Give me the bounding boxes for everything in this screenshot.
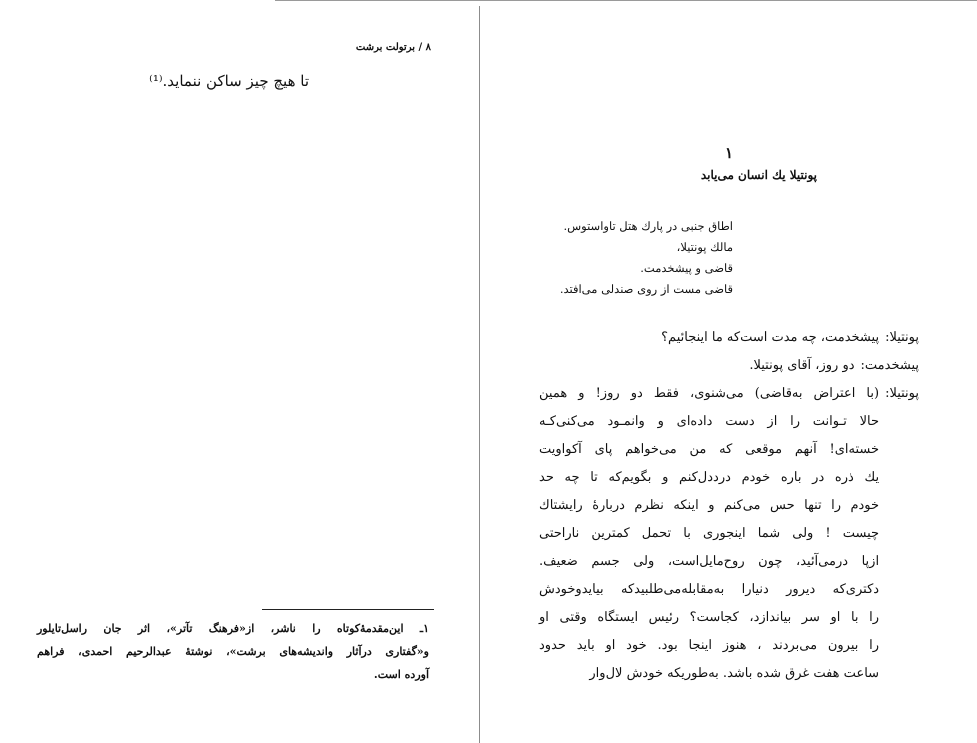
speaker-name: پونتیلا:	[885, 330, 919, 345]
speaker-name: پیشخدمت:	[860, 358, 919, 373]
stage-direction-line: اطاق جنبی در پارك هتل تاواستوس.	[563, 219, 733, 233]
speech-line: خسته‌ای! آنهم موقعی که من می‌خواهم پای آکواویت	[539, 442, 880, 457]
right-page	[488, 6, 977, 743]
speaker-name: پونتیلا:	[885, 386, 919, 401]
running-head: ۸ / برتولت برشت	[355, 42, 431, 53]
speech-line: حالا تـوانت را از دست داده‌ای و وانمـود می‌کنی‌کـه	[539, 414, 880, 429]
scene-number: ۱	[724, 144, 733, 162]
speech-block	[539, 380, 919, 688]
footnote	[37, 617, 429, 686]
footnote-line: و«گفتاری درآثار واندیشه‌های برشت»، نوشتهٔ عبدالرحیم احمدی، فراهم	[37, 645, 429, 658]
speech-line: خودم را تنها حس می‌کنم و اینکه نظرم دربارهٔ رایشتاك	[539, 498, 880, 513]
speech-line: پیشخدمت، چه مدت است‌که ما اینجائیم؟	[661, 330, 880, 345]
speech-line: را بیرون می‌بردند ، هنوز اینجا بود. خود او باید حدود	[539, 638, 880, 653]
dialogue	[539, 324, 919, 688]
speech-line: یك ذره در باره خودم درددل‌کنم و بگویم‌که تا چه حد	[539, 470, 880, 485]
speech-line: ساعت هفت غرق شده باشد. به‌طوریکه خودش لال‌وار	[589, 666, 880, 681]
left-page	[0, 6, 479, 743]
speech-line: ازپا درمی‌آئید، چون روح‌مایل‌است، ولی جسم ضعیف.	[539, 554, 880, 569]
footnote-line: آورده است.	[373, 668, 429, 681]
scene-title: پونتیلا یك انسان می‌یابد	[700, 168, 817, 182]
speech-block	[539, 324, 919, 352]
stage-direction-line: قاضی و پیشخدمت.	[640, 261, 733, 275]
closing-line: تا هیچ چیز ساکن ننماید.⁽¹⁾	[149, 72, 309, 90]
footnote-divider	[262, 609, 434, 610]
speech-line: دو روز، آقای پونتیلا.	[749, 358, 855, 373]
footnote-line: ۱ـ این‌مقدمهٔ‌کوتاه را ناشر، از«فرهنگ تآتر»، اثر جان راسل‌تایلور	[37, 622, 429, 635]
stage-direction-line: مالك پونتیلا،	[676, 240, 733, 254]
speech-line: (با اعتراض به‌قاضی) می‌شنوی، فقط دو روز! و همین	[539, 386, 880, 401]
speech-line: چیست ! ولی شما اینجوری با تحمل کمترین ناراحتی	[539, 526, 880, 541]
stage-directions	[560, 216, 733, 300]
speech-block	[539, 352, 919, 380]
stage-direction-line: قاضی مست از روی صندلی می‌افتد.	[559, 282, 733, 296]
speech-line: دکتری‌که دیرور دنیارا به‌مقابله‌می‌طلبید‌که بیاید‌وخودش	[539, 582, 880, 597]
left-page-edge	[479, 6, 480, 743]
speech-line: را با او سر بیاندازد، کجاست؟ رئیس ایستگاه وقتی او	[539, 610, 880, 625]
